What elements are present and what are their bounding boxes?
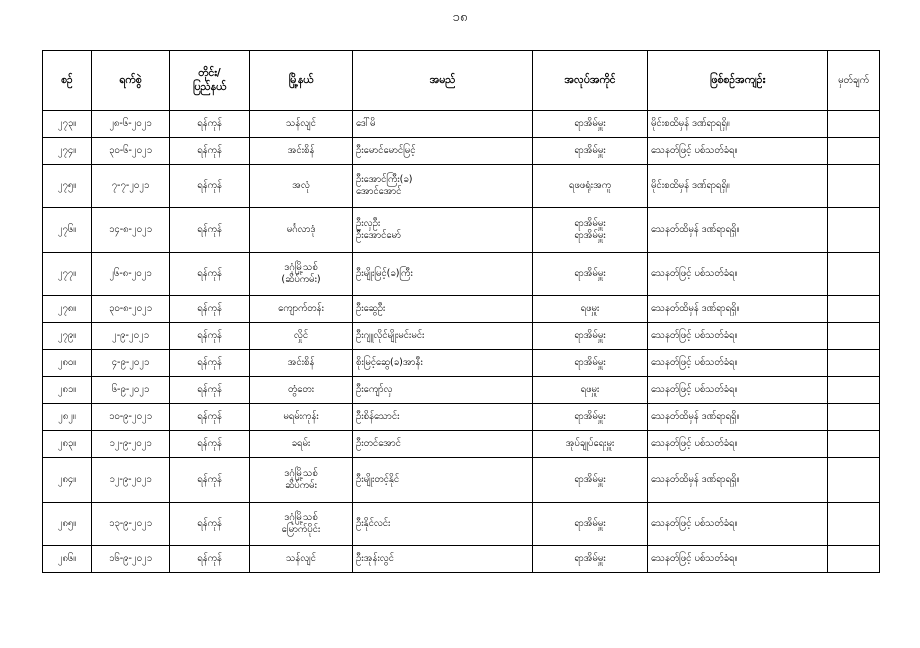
cell-occupation-line: ရဖဖရုံးအကူ — [568, 180, 612, 192]
cell-no: ၂၈၁။ — [43, 377, 92, 404]
cell-name — [353, 458, 533, 503]
cell-date: ၂၈-၆-၂၀၂၁ — [92, 111, 170, 138]
table-row — [43, 458, 880, 503]
cell-region: ရန်ကုန် — [170, 323, 250, 350]
cell-no: ၂၈၆။ — [43, 546, 92, 573]
cell-date: ၁၀-၉-၂၀၂၁ — [92, 404, 170, 431]
cell-date: ၂၆-၈-၂၀၂၁ — [92, 253, 170, 296]
table-row — [43, 350, 880, 377]
cell-cause: သေနတ်ဖြင့် ပစ်သတ်ခံရ။ — [648, 377, 828, 404]
cell-region: ရန်ကုန် — [170, 111, 250, 138]
cell-remark — [828, 458, 880, 503]
cell-name-line: ဦးအောင်ကြီး(ခ) — [356, 174, 413, 186]
cell-occupation-line: ရာအိမ်မှူး — [574, 411, 606, 423]
cell-occupation — [533, 165, 648, 208]
cell-cause: သေနတ်ထိမှန် ဒဏ်ရာရရှိ။ — [648, 458, 828, 503]
cell-region: ရန်ကုန် — [170, 546, 250, 573]
cell-name-line: ဦးဂျူလိုင်မျိုးမင်းမင်း — [356, 330, 425, 342]
cell-name-line: ဦးတင်အောင် — [356, 438, 401, 450]
cell-township — [250, 208, 353, 253]
cell-occupation — [533, 503, 648, 546]
cell-cause: မိုင်းစထိမှန် ဒဏ်ရာရရှိ။ — [648, 165, 828, 208]
header-remark: မှတ်ချက် — [828, 51, 880, 111]
cell-occupation-line: ရဖမှူး — [580, 384, 600, 396]
cell-cause: သေနတ်ဖြင့် ပစ်သတ်ခံရ။ — [648, 431, 828, 458]
cell-no: ၂၇၅။ — [43, 165, 92, 208]
cell-cause: မိုင်းစထိမှန် ဒဏ်ရာရရှိ။ — [648, 111, 828, 138]
cell-cause: သေနတ်ဖြင့် ပစ်သတ်ခံရ။ — [648, 253, 828, 296]
cell-no: ၂၈၃။ — [43, 431, 92, 458]
cell-remark — [828, 323, 880, 350]
cell-name — [353, 503, 533, 546]
cell-remark — [828, 377, 880, 404]
cell-region: ရန်ကုန် — [170, 296, 250, 323]
cell-occupation-line: အုပ်ချုပ်ရေးမှူး — [565, 438, 615, 450]
cell-name — [353, 323, 533, 350]
records-table — [42, 50, 880, 573]
cell-occupation-line: ရာအိမ်မှူး — [574, 330, 606, 342]
cell-cause: သေနတ်ထိမှန် ဒဏ်ရာရရှိ။ — [648, 404, 828, 431]
cell-name — [353, 431, 533, 458]
cell-name — [353, 296, 533, 323]
cell-name — [353, 165, 533, 208]
cell-occupation — [533, 138, 648, 165]
cell-township — [250, 323, 353, 350]
header-region-line-1: တိုင်း/ — [198, 67, 221, 80]
cell-township — [250, 350, 353, 377]
cell-township-line: ကျောက်တန်း — [278, 303, 324, 315]
cell-remark — [828, 404, 880, 431]
cell-name-line: ဦးအုန်းလွင် — [356, 553, 394, 565]
cell-township-line: ခရမ်း — [291, 438, 311, 450]
cell-name-line: အောင်အောင် — [356, 186, 402, 197]
table-row — [43, 546, 880, 573]
cell-occupation — [533, 253, 648, 296]
cell-occupation-line: ရာအိမ်မှူး — [574, 553, 606, 565]
header-cause: ဖြစ်စဉ်အကျဉ်း — [648, 51, 828, 111]
cell-occupation-line: ရာအိမ်မှူး — [574, 118, 606, 130]
cell-cause: သေနတ်ဖြင့် ပစ်သတ်ခံရ။ — [648, 323, 828, 350]
cell-name-line: ဦးမောင်မောင်မြင့် — [356, 145, 416, 157]
cell-occupation-line: ရာအိမ်မှူး — [574, 218, 606, 230]
cell-name-line: ဦးအောင်မော် — [356, 230, 401, 241]
cell-no: ၂၇၉။ — [43, 323, 92, 350]
cell-date: ၁၆-၉-၂၀၂၁ — [92, 546, 170, 573]
cell-cause: သေနတ်ဖြင့် ပစ်သတ်ခံရ။ — [648, 138, 828, 165]
cell-date: ၁၂-၉-၂၀၂၁ — [92, 458, 170, 503]
cell-occupation — [533, 546, 648, 573]
cell-date: ၁၄-၈-၂၀၂၁ — [92, 208, 170, 253]
cell-region: ရန်ကုန် — [170, 503, 250, 546]
cell-cause: သေနတ်ဖြင့် ပစ်သတ်ခံရ။ — [648, 546, 828, 573]
header-date: ရက်စွဲ — [92, 51, 170, 111]
cell-township — [250, 165, 353, 208]
cell-remark — [828, 111, 880, 138]
cell-cause: သေနတ်ထိမှန် ဒဏ်ရာရရှိ။ — [648, 208, 828, 253]
cell-remark — [828, 208, 880, 253]
cell-township — [250, 253, 353, 296]
cell-name-line: ဦးမျိုးတင့်နိုင် — [356, 474, 400, 486]
table-row — [43, 503, 880, 546]
cell-region: ရန်ကုန် — [170, 138, 250, 165]
cell-occupation — [533, 377, 648, 404]
cell-township — [250, 546, 353, 573]
table-row — [43, 323, 880, 350]
cell-township — [250, 377, 353, 404]
table-row — [43, 165, 880, 208]
cell-cause: သေနတ်ထိမှန် ဒဏ်ရာရရှိ။ — [648, 296, 828, 323]
cell-occupation — [533, 323, 648, 350]
cell-township-line: ဒဂုံမြို့သစ် — [284, 468, 318, 480]
cell-name — [353, 111, 533, 138]
cell-no: ၂၇၆။ — [43, 208, 92, 253]
cell-township-line: ဒဂုံမြို့သစ် — [284, 512, 318, 524]
cell-region: ရန်ကုန် — [170, 377, 250, 404]
cell-occupation-line: ရာအိမ်မှူး — [574, 357, 606, 369]
cell-occupation — [533, 111, 648, 138]
cell-township-line: မရမ်းကုန်း — [283, 411, 319, 423]
cell-name — [353, 377, 533, 404]
cell-township — [250, 431, 353, 458]
cell-remark — [828, 503, 880, 546]
cell-remark — [828, 431, 880, 458]
cell-name — [353, 138, 533, 165]
cell-cause: သေနတ်ဖြင့် ပစ်သတ်ခံရ။ — [648, 503, 828, 546]
cell-no: ၂၈၅။ — [43, 503, 92, 546]
cell-date: ၄-၉-၂၀၂၁ — [92, 350, 170, 377]
cell-region: ရန်ကုန် — [170, 253, 250, 296]
cell-occupation-line: ရာအိမ်မှူး — [574, 474, 606, 486]
cell-name — [353, 404, 533, 431]
cell-remark — [828, 253, 880, 296]
table-row — [43, 296, 880, 323]
cell-township — [250, 111, 353, 138]
header-no: စဉ် — [43, 51, 92, 111]
cell-occupation — [533, 350, 648, 377]
header-name: အမည် — [353, 51, 533, 111]
cell-no: ၂၇၈။ — [43, 296, 92, 323]
table-row — [43, 431, 880, 458]
cell-name-line: ဦးစိန်သောင်း — [356, 411, 400, 423]
table-row — [43, 404, 880, 431]
cell-name — [353, 546, 533, 573]
table-body — [43, 111, 880, 573]
cell-region: ရန်ကုန် — [170, 350, 250, 377]
cell-occupation — [533, 431, 648, 458]
cell-name-line: ဦးကျော်လှ — [356, 384, 393, 396]
table-row — [43, 377, 880, 404]
cell-name — [353, 350, 533, 377]
cell-date: ၃၀-၈-၂၀၂၁ — [92, 296, 170, 323]
cell-township-line: အလုံ — [292, 180, 310, 192]
cell-no: ၂၈၀။ — [43, 350, 92, 377]
page-number: ၁၈ — [452, 10, 468, 25]
cell-remark — [828, 296, 880, 323]
table-row — [43, 111, 880, 138]
cell-township-line: တွံတေး — [287, 384, 315, 396]
cell-occupation-line: ရာအိမ်မှူး — [574, 145, 606, 157]
cell-name — [353, 253, 533, 296]
cell-remark — [828, 350, 880, 377]
table-row — [43, 253, 880, 296]
cell-occupation-line: ရာအိမ်မှူး — [574, 518, 606, 530]
cell-region: ရန်ကုန် — [170, 458, 250, 503]
cell-township — [250, 404, 353, 431]
header-row — [43, 51, 880, 111]
cell-township-line: သန်လျင် — [286, 118, 316, 130]
cell-date: ၂-၉-၂၀၂၁ — [92, 323, 170, 350]
cell-remark — [828, 165, 880, 208]
header-region — [170, 51, 250, 111]
cell-name-line: ဦးနိုင်လင်း — [356, 518, 391, 530]
cell-township-line: သန်လျင် — [286, 553, 316, 565]
cell-remark — [828, 138, 880, 165]
cell-township-line: အင်းစိန် — [287, 145, 315, 157]
cell-date: ၃၀-၆-၂၀၂၁ — [92, 138, 170, 165]
cell-township-line: အင်းစိန် — [287, 357, 315, 369]
cell-cause: သေနတ်ဖြင့် ပစ်သတ်ခံရ။ — [648, 350, 828, 377]
cell-township — [250, 296, 353, 323]
cell-date: ၇-၇-၂၀၂၁ — [92, 165, 170, 208]
header-occupation: အလုပ်အကိုင် — [533, 51, 648, 111]
cell-township-line: ဒဂုံမြို့သစ် — [284, 262, 318, 274]
cell-name-line: ဒေါ်မိ — [356, 118, 376, 130]
cell-township — [250, 138, 353, 165]
cell-region: ရန်ကုန် — [170, 431, 250, 458]
cell-date: ၆-၉-၂၀၂၁ — [92, 377, 170, 404]
cell-no: ၂၇၄။ — [43, 138, 92, 165]
cell-region: ရန်ကုန် — [170, 404, 250, 431]
cell-occupation — [533, 404, 648, 431]
cell-date: ၁၃-၉-၂၀၂၁ — [92, 503, 170, 546]
cell-no: ၂၈၄။ — [43, 458, 92, 503]
cell-occupation-line: ရာအိမ်မှူး — [574, 230, 606, 241]
header-region-line-2: ပြည်နယ် — [192, 80, 227, 93]
cell-name-line: ဦးဆွေဦး — [356, 303, 386, 315]
cell-name-line: ဦးလှဦး — [356, 218, 381, 230]
header-township: မြို့နယ် — [250, 51, 353, 111]
cell-occupation — [533, 296, 648, 323]
cell-name-line: စိုးမြင့်ဆွေ(ခ)အာနီး — [356, 357, 423, 369]
cell-township — [250, 458, 353, 503]
cell-township-line: လှိုင် — [293, 330, 309, 342]
cell-no: ၂၇၇။ — [43, 253, 92, 296]
cell-occupation-line: ရဖမှူး — [580, 303, 600, 315]
cell-date: ၁၂-၉-၂၀၂၁ — [92, 431, 170, 458]
cell-region: ရန်ကုန် — [170, 165, 250, 208]
cell-remark — [828, 546, 880, 573]
cell-region: ရန်ကုန် — [170, 208, 250, 253]
cell-township-line: မြောက်ပိုင်း — [281, 524, 321, 535]
cell-township — [250, 503, 353, 546]
cell-name-line: ဦးမျိုးမြင့်(ခ)ကြီး — [356, 268, 413, 280]
table-row — [43, 208, 880, 253]
cell-township-line: မင်္ဂလာဒုံ — [286, 224, 316, 236]
cell-township-line: ဆိပ်ကမ်း — [285, 480, 317, 491]
table-row — [43, 138, 880, 165]
cell-occupation-line: ရာအိမ်မှူး — [574, 268, 606, 280]
cell-township-line: (ဆိပ်ကမ်း) — [281, 274, 321, 285]
cell-name — [353, 208, 533, 253]
cell-no: ၂၇၃။ — [43, 111, 92, 138]
cell-occupation — [533, 208, 648, 253]
cell-occupation — [533, 458, 648, 503]
cell-no: ၂၈၂။ — [43, 404, 92, 431]
